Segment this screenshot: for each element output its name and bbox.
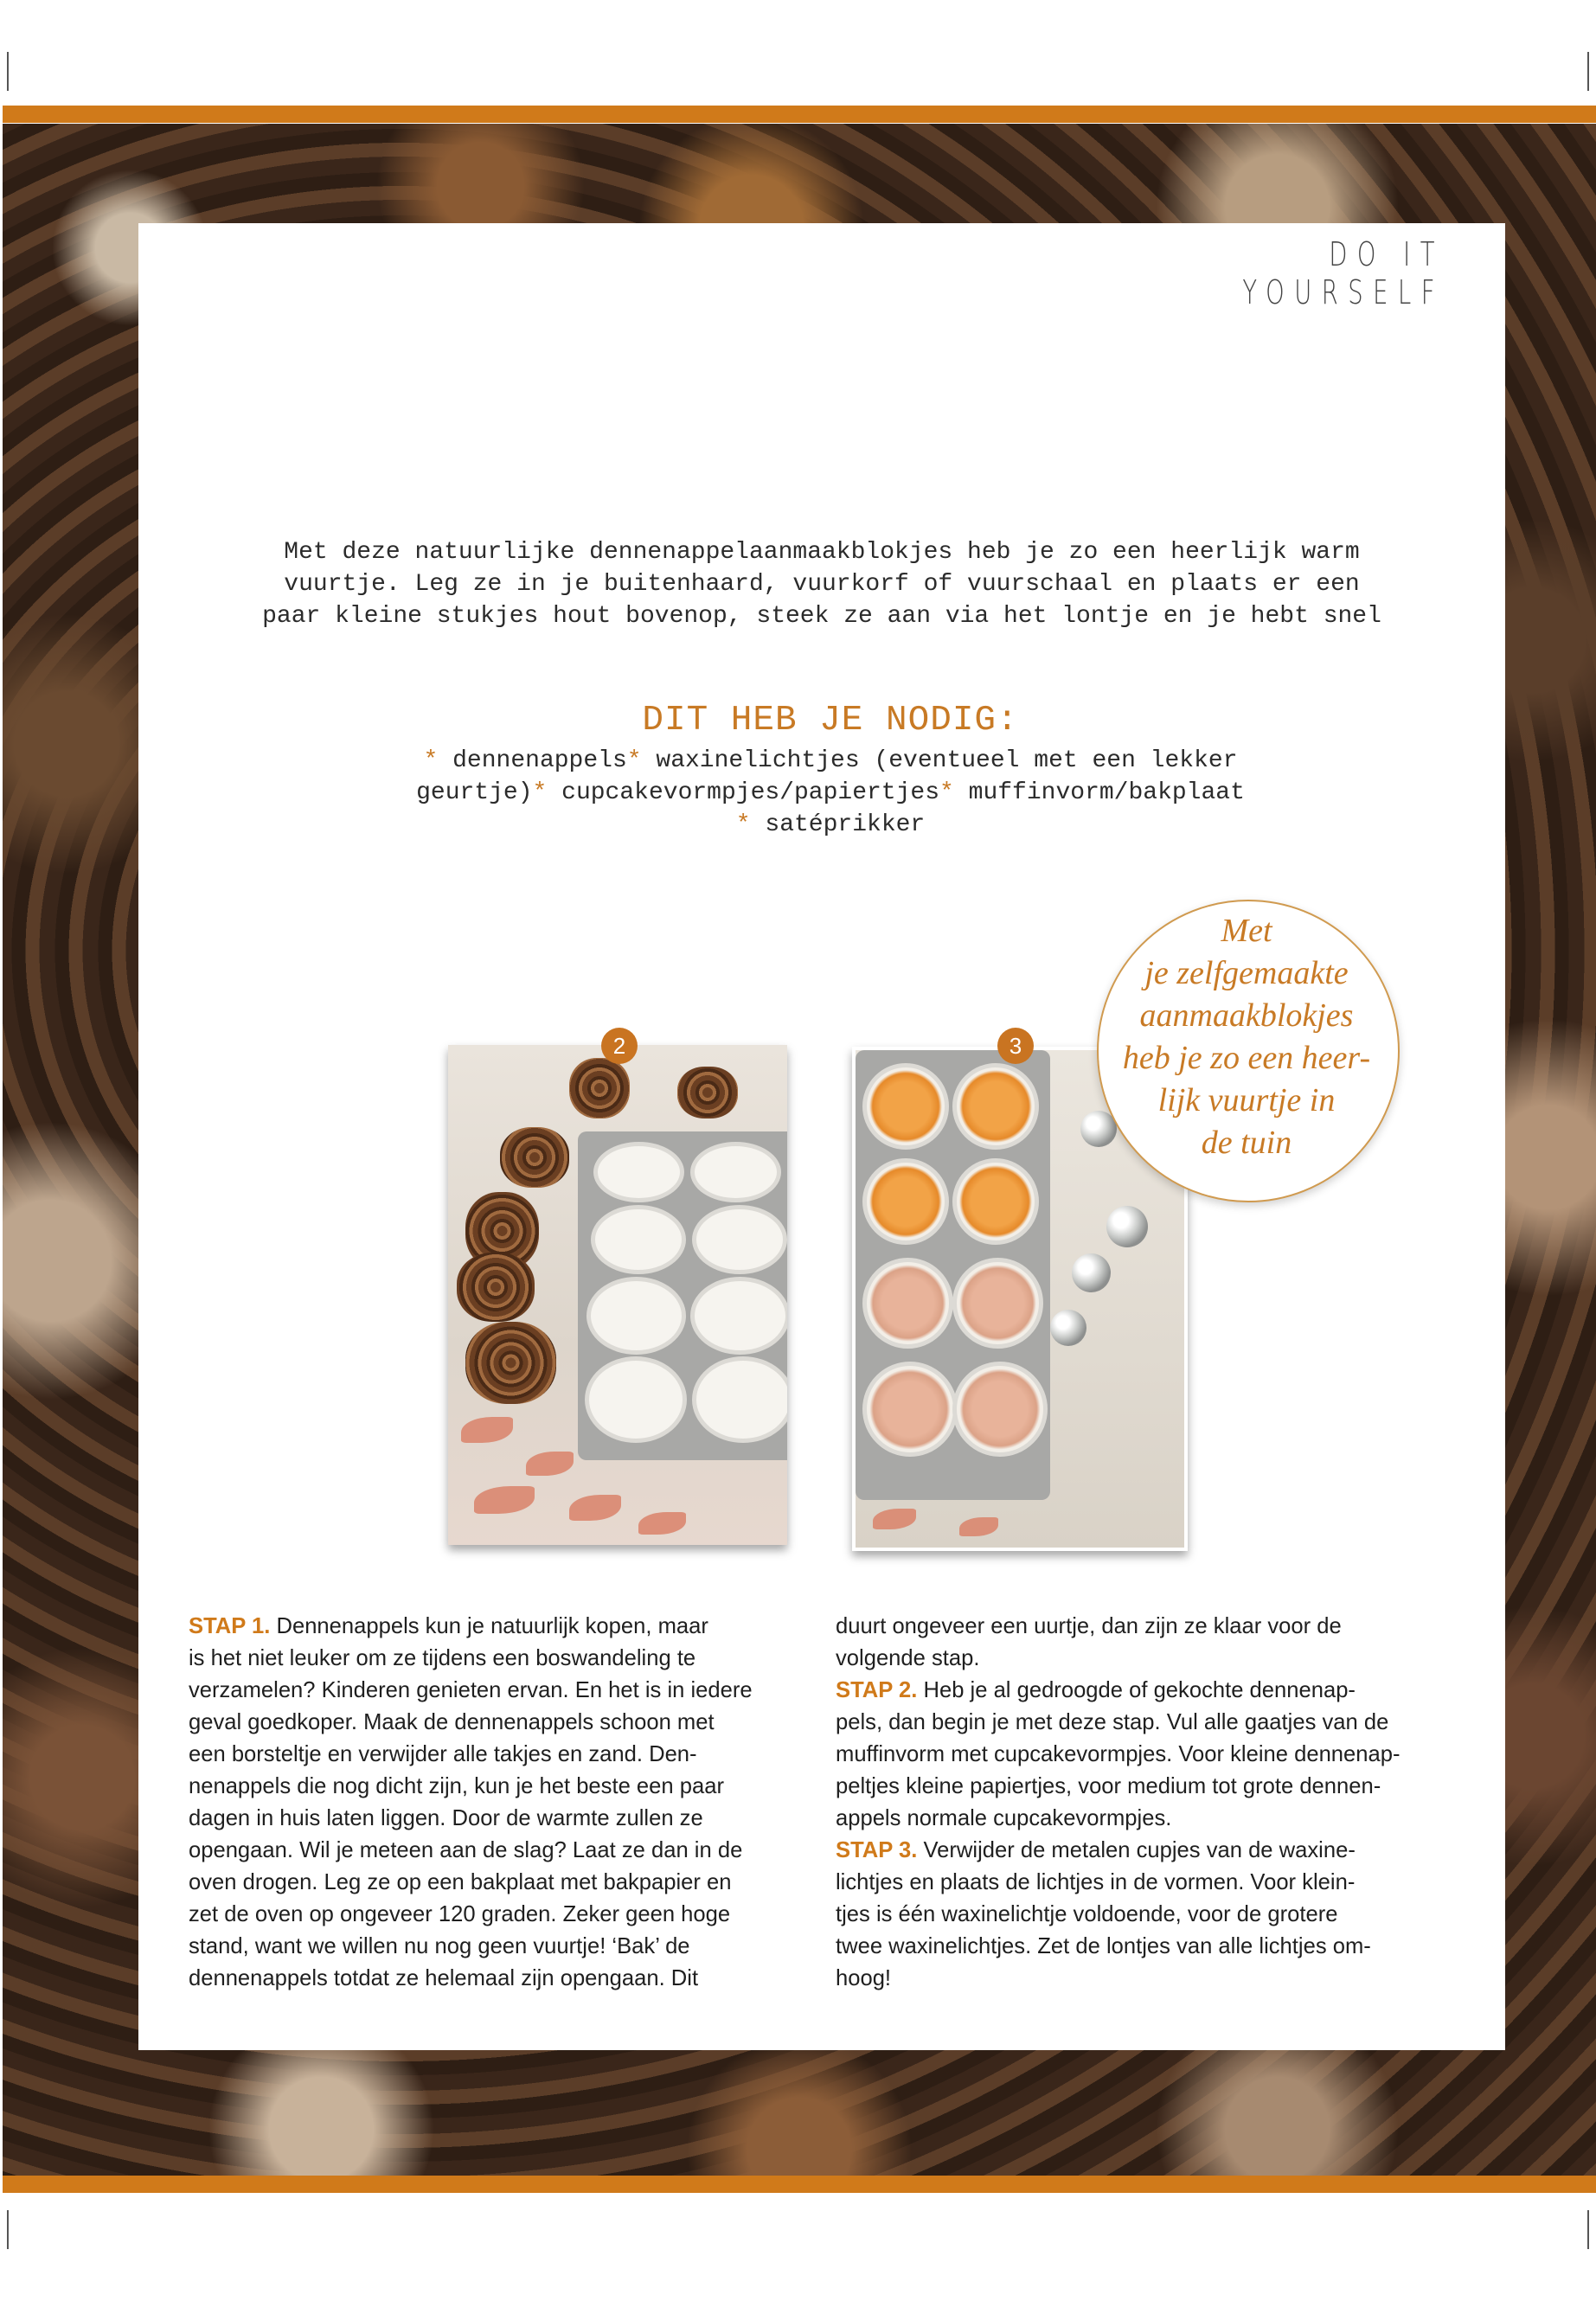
step-text: duurt ongeveer een uurtje, dan zijn ze klaar voor de volgende stap. [836, 1614, 1342, 1670]
leaf-pattern [873, 1509, 916, 1529]
leaf-pattern [959, 1517, 998, 1536]
top-orange-band [3, 106, 1596, 123]
crop-mark [1587, 52, 1589, 91]
tealight-cup [952, 1258, 1043, 1349]
crop-mark [7, 2210, 9, 2249]
glass-tealight-holder [1072, 1253, 1111, 1292]
paper-cup [690, 1142, 781, 1202]
paper-cup [591, 1205, 686, 1274]
pinecone [457, 1253, 535, 1322]
paper-cup [692, 1205, 787, 1274]
asterisk-icon: * [626, 747, 642, 774]
leaf-pattern [526, 1452, 574, 1476]
quote-line: je zelfgemaakte [1144, 955, 1349, 991]
pinecone [569, 1058, 630, 1118]
step-label: STAP 2. [836, 1678, 918, 1702]
step-label: STAP 3. [836, 1838, 918, 1862]
tealight-cup [952, 1362, 1048, 1457]
intro-line: Met deze natuurlijke dennenappelaanmaakblokjes heb je zo een heerlijk warm [284, 539, 1360, 566]
quote-line: lijk vuurtje in [1157, 1082, 1336, 1118]
step-badge: 2 [601, 1028, 638, 1064]
pinecone [465, 1322, 556, 1404]
leaf-pattern [569, 1495, 621, 1521]
step-text: Dennenappels kun je natuurlijk kopen, maar is het niet leuker om ze tijdens een boswandeling te verzamelen? Kinderen genieten ervan. En het is in iedere geval goedkoper. Maak de dennenappels schoon met een borsteltje en verwijder alle takjes en zand. Den- nenappels die nog dicht zijn, kun je het beste een paar dagen in huis laten liggen. Door de warmte zullen ze opengaan. Wil je meteen aan de slag? Laat ze dan in de oven drogen. Leg ze op een bakplaat met bakpapier en zet de oven op ongeveer 120 graden. Zeker geen hoge stand, want we willen nu nog geen vuurtje! ‘Bak’ de dennenappels totdat ze helemaal zijn opengaan. Dit [189, 1614, 753, 1990]
paper-cup [586, 1277, 686, 1355]
glass-tealight-holder [1050, 1310, 1086, 1346]
asterisk-icon: * [735, 811, 751, 838]
crop-mark [7, 52, 9, 91]
asterisk-icon: * [532, 779, 548, 806]
needs-list [363, 745, 1298, 841]
leaf-pattern [638, 1512, 686, 1535]
tealight-cup [952, 1158, 1039, 1245]
glass-tealight-holder [1106, 1206, 1148, 1247]
tealight-cup [862, 1258, 953, 1349]
body-column-right [836, 1611, 1450, 1995]
step2-photo [448, 1045, 787, 1545]
quote-line: heb je zo een heer- [1122, 1040, 1371, 1076]
needs-item: waxinelichtjes (eventueel met een lekker [656, 747, 1238, 774]
tealight-cup [862, 1362, 958, 1457]
asterisk-icon: * [939, 779, 954, 806]
crop-mark [1587, 2210, 1589, 2249]
needs-item: satéprikker [765, 811, 926, 838]
intro-line: vuurtje. Leg ze in je buitenhaard, vuurkorf of vuurschaal en plaats er een [284, 571, 1360, 598]
intro-text [260, 536, 1384, 632]
paper-cup [690, 1277, 787, 1355]
tealight-cup [862, 1063, 949, 1150]
bottom-orange-band [3, 2176, 1596, 2193]
step-label: STAP 1. [189, 1614, 271, 1638]
step-text: Heb je al gedroogde of gekochte dennenap- pels, dan begin je met deze stap. Vul alle gaatjes van de muffinvorm met cupcakevormpjes. Voor kleine dennenap- peltjes kleine papiertjes, voor medium tot grote dennen- appels normale cupcakevormpjes. [836, 1678, 1401, 1830]
pull-quote [1103, 910, 1390, 1164]
step-text: Verwijder de metalen cupjes van de waxine- lichtjes en plaats de lichtjes in de vormen. Voor klein- tjes is één waxinelichtje voldoende, voor de grotere twee waxinelichtjes. Zet de lontjes van alle lichtjes om- hoog! [836, 1838, 1371, 1990]
needs-item: cupcakevormpjes/papiertjes [561, 779, 940, 806]
quote-line: Met [1221, 913, 1272, 949]
needs-item: dennenappels [452, 747, 627, 774]
needs-item: muffinvorm/bakplaat [968, 779, 1245, 806]
quote-line: aanmaakblokjes [1139, 997, 1354, 1034]
needs-heading: DIT HEB JE NODIG: [642, 701, 1019, 740]
tealight-cup [862, 1158, 949, 1245]
quote-line: de tuin [1201, 1125, 1292, 1161]
pinecone [500, 1127, 569, 1188]
section-kicker: DO IT YOURSELF [1242, 235, 1445, 311]
body-column-left [189, 1611, 803, 1995]
tealight-cup [952, 1063, 1039, 1150]
paper-cup [692, 1356, 787, 1443]
paper-cup [593, 1142, 684, 1202]
paper-cup [585, 1356, 687, 1443]
step-badge: 3 [997, 1028, 1034, 1064]
intro-line: paar kleine stukjes hout bovenop, steek ze aan via het lontje en je hebt snel [262, 603, 1381, 630]
leaf-pattern [461, 1417, 513, 1443]
asterisk-icon: * [423, 747, 439, 774]
pinecone [677, 1067, 738, 1118]
leaf-pattern [474, 1486, 535, 1514]
needs-item: geurtje) [416, 779, 533, 806]
